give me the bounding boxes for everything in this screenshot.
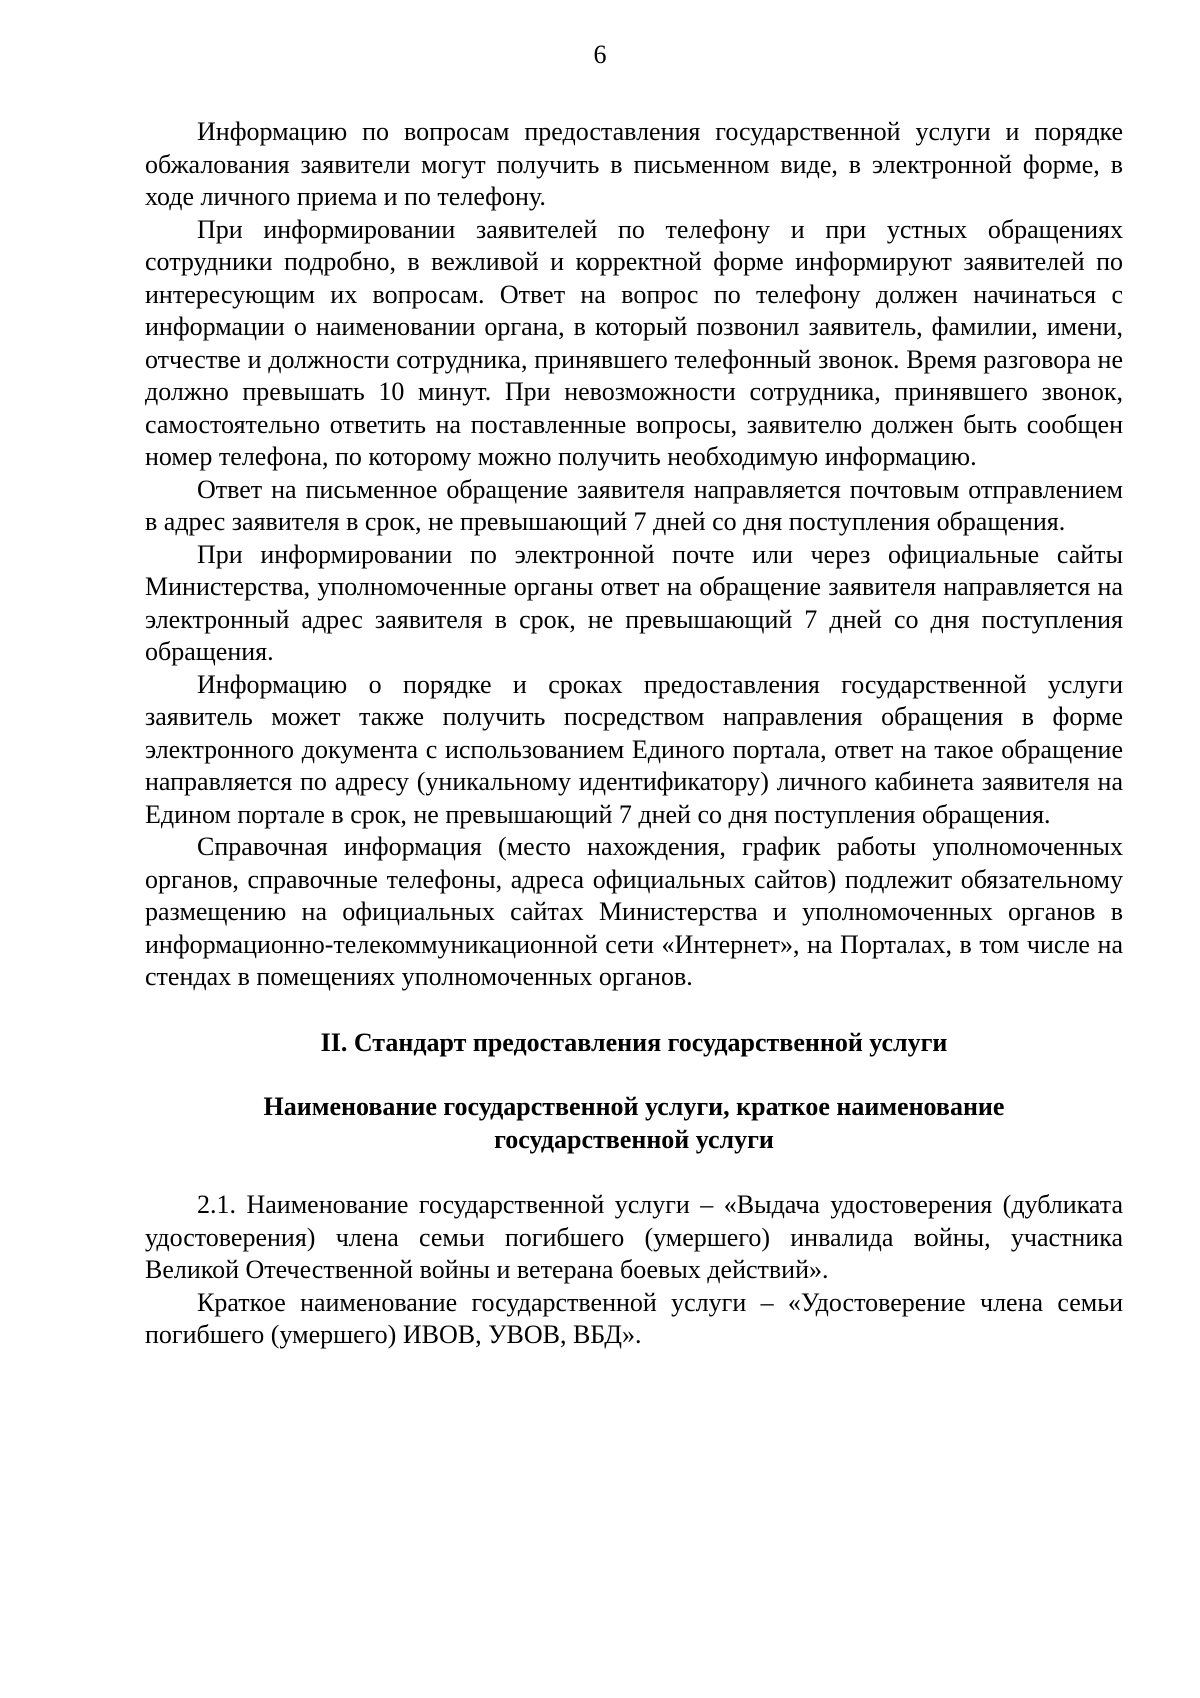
paragraph-service-name: 2.1. Наименование государственной услуги – «Выдача удостоверения (дубликата удостоверения) члена семьи погибшего (умершего) инвалида войны, участника Великой Отечественной войны и ветерана боевых действий». [145,1190,1123,1284]
paragraph-phone-info: При информировании заявителей по телефону и при устных обращениях сотрудники подробно, в вежливой и корректной форме информируют заявителей по интересующим их вопросам. Ответ на вопрос по телефону должен начинаться с информации о наименовании органа, в который позвонил заявитель, фамилии, имени, отчестве и должности сотрудника, принявшего телефонный звонок. Время разговора не должно превышать 10 минут. При невозможности сотрудника, принявшего звонок, самостоятельно ответить на поставленные вопросы, заявителю должен быть сообщен номер телефона, по которому можно получить необходимую информацию. [145,214,1123,471]
paragraph-unified-portal: Информацию о порядке и сроках предоставления государственной услуги заявитель может также получить посредством направления обращения в форме электронного документа с использованием Единого портала, ответ на такое обращение направляется по адресу (уникальному идентификатору) личного кабинета заявителя на Едином портале в срок, не превышающий 7 дней со дня поступления обращения. [145,669,1123,829]
paragraph-info-channels: Информацию по вопросам предоставления государственной услуги и порядке обжалования заявители могут получить в письменном виде, в электронной форме, в ходе личного приема и по телефону. [145,117,1123,211]
page-number: 6 [593,40,607,69]
section-heading: II. Стандарт предоставления государственной услуги [320,1027,948,1057]
paragraph-service-short-name: Краткое наименование государственной услуги – «Удостоверение члена семьи погибшего (умершего) ИВОВ, УВОВ, ВБД». [145,1287,1123,1349]
subsection-heading: Наименование государственной услуги, краткое наименование государственной услуги [263,1092,1005,1154]
document-body [145,116,1123,1352]
paragraph-email-reply: При информировании по электронной почте или через официальные сайты Министерства, уполномоченные органы ответ на обращение заявителя направляется на электронный адрес заявителя в срок, не превышающий 7 дней со дня поступления обращения. [145,539,1123,666]
paragraph-written-reply: Ответ на письменное обращение заявителя направляется почтовым отправлением в адрес заявителя в срок, не превышающий 7 дней со дня поступления обращения. [145,474,1123,536]
paragraph-reference-info: Справочная информация (место нахождения, график работы уполномоченных органов, справочные телефоны, адреса официальных сайтов) подлежит обязательному размещению на официальных сайтах Министерства и уполномоченных органов в информационно-телекоммуникационной сети «Интернет», на Порталах, в том числе на стендах в помещениях уполномоченных органов. [145,832,1123,991]
